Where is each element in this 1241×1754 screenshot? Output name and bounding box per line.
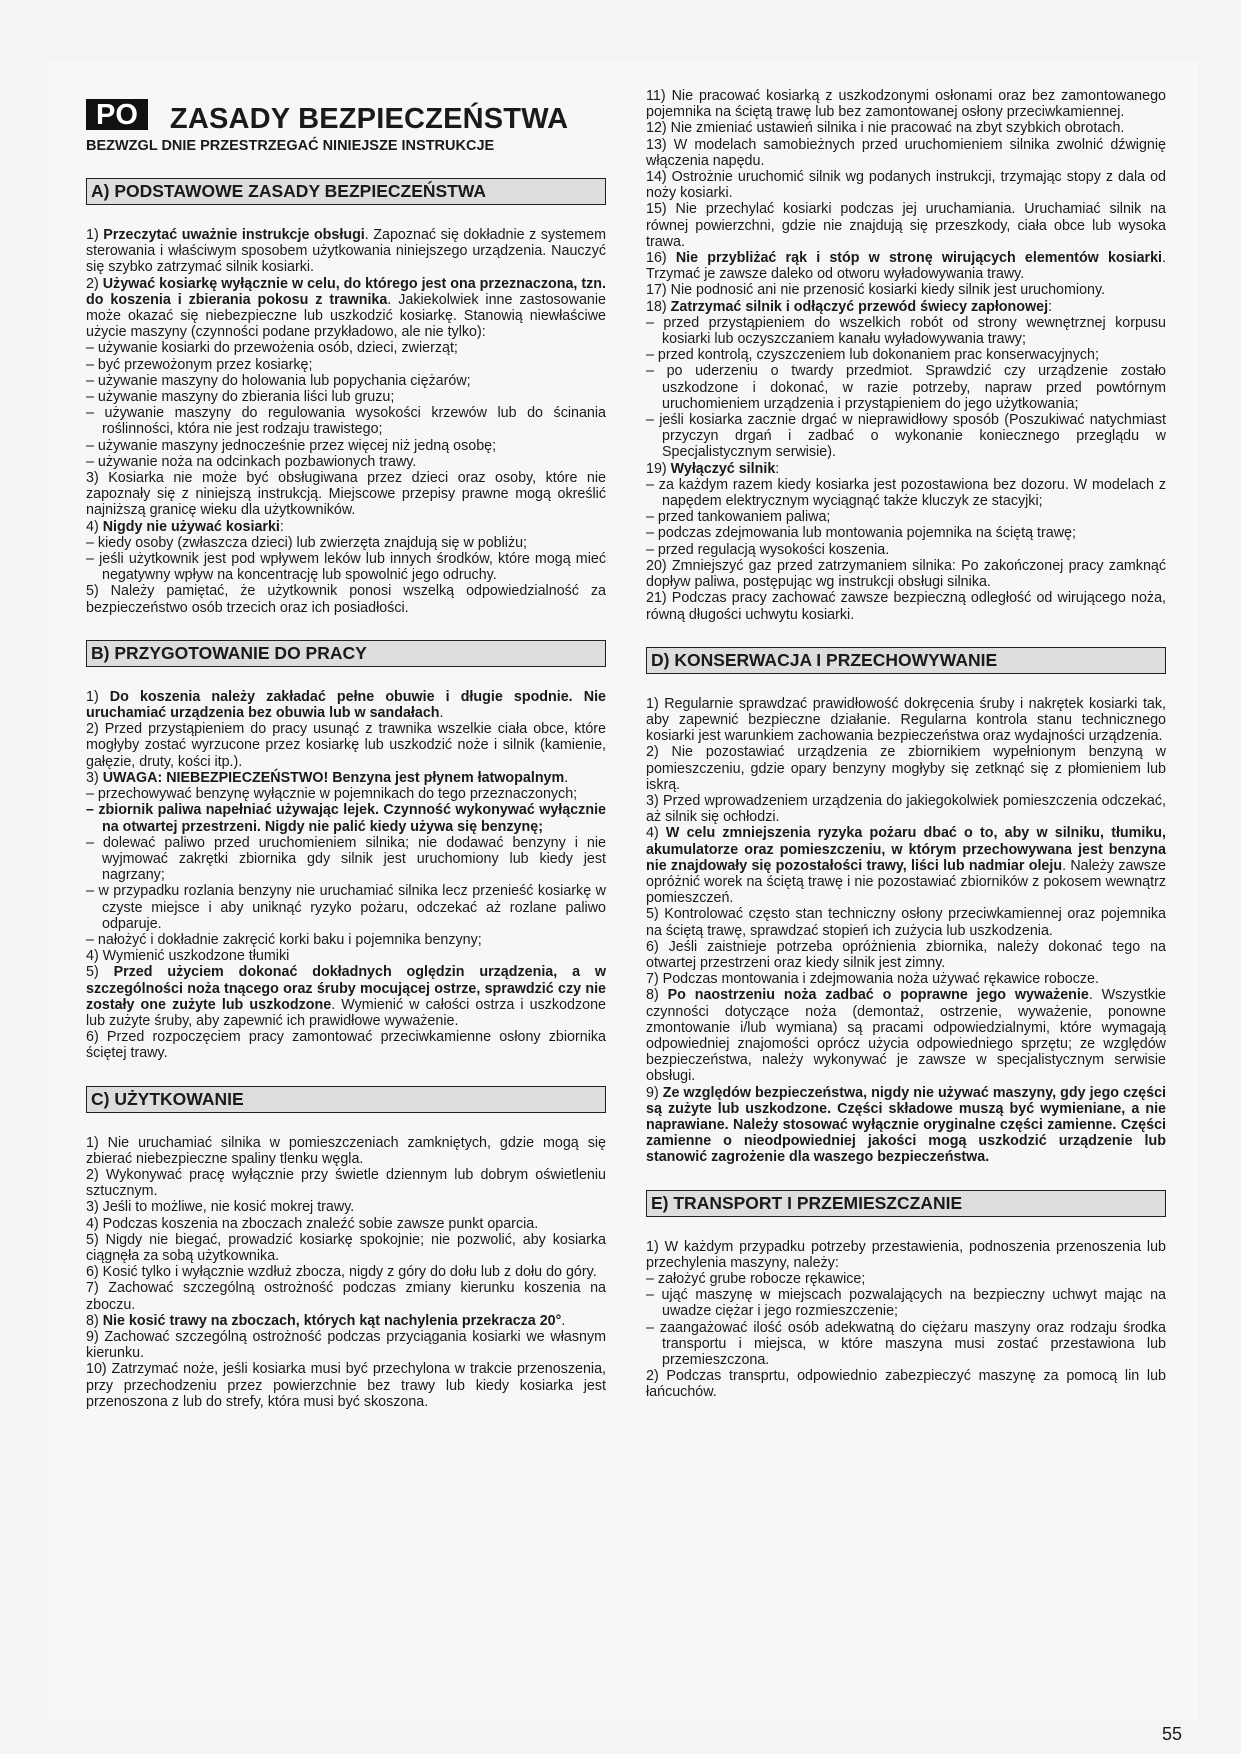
section-c-continued — [646, 88, 1166, 623]
section-c — [86, 1086, 606, 1410]
bold-text: Przed użyciem dokonać dokładnych oględzin urządzenia, a w szczególności noża tnącego oraz śruby mocującej ostrze, sprawdzić czy nie zostały one zużyte lub uszkodzone — [86, 964, 606, 1013]
paragraph — [86, 1280, 606, 1312]
list-item-text: – używanie maszyny do regulowania wysokości krzewów lub do ścinania roślinności, która nie jest rodzaju trawistego; — [86, 405, 606, 438]
paragraph — [646, 971, 1166, 987]
paragraph — [86, 1216, 606, 1232]
paragraph-text: 5) Nigdy nie biegać, prowadzić kosiarkę spokojnie; nie pozwolić, aby kosiarka ciągnęła za sobą użytkownika. — [86, 1231, 606, 1264]
list-item-text: – dolewać paliwo przed uruchomieniem silnika; nie dodawać benzyny i nie wyjmować zakrętki zbiornika gdy silnik jest uruchomiony lub kiedy jest nagrzany; — [86, 834, 606, 884]
list-item — [86, 438, 606, 454]
bold-text: Nie przybliżać rąk i stóp w stronę wirujących elementów kosiarki — [675, 250, 1163, 267]
paragraph — [646, 987, 1166, 1084]
paragraph-text: . Trzymać je zawsze daleko od otworu wyładowywania trawy. — [646, 250, 1166, 283]
paragraph-text: 11) Nie pracować kosiarką z uszkodzonymi osłonami oraz bez zamontowanego pojemnika na ściętą trawę lub bez zamontowanej osłony przeciwkamiennej. — [646, 88, 1166, 121]
paragraph — [86, 1167, 606, 1199]
bold-text: Ze względów bezpieczeństwa, nigdy nie używać maszyny, gdy jego części są zużyte lub uszkodzone. Części składowe muszą być wymieniane, a nie naprawiane. Należy stosować wyłącznie oryginalne części zamienne. Części zamienne o nieodpowiedniej jakości mogą uszkodzić urządzenie lub stanowić zagrożenie dla waszego bezpieczeństwa. — [646, 1084, 1166, 1166]
paragraph — [646, 461, 1166, 477]
paragraph — [86, 470, 606, 519]
paragraph-text: 9) Zachować szczególną ostrożność podczas przyciągania kosiarki we własnym kierunku. — [86, 1328, 606, 1362]
paragraph-text: 8) — [86, 1312, 103, 1329]
paragraph — [86, 227, 606, 276]
list-item-text: – używanie noża na odcinkach pozbawionych trawy. — [86, 453, 417, 470]
paragraph-text: 4) Podczas koszenia na zboczach znaleźć sobie zawsze punkt oparcia. — [86, 1215, 539, 1232]
paragraph — [86, 1232, 606, 1264]
paragraph — [86, 1135, 606, 1167]
paragraph-text: 2) Podczas transprtu, odpowiednio zabezpieczyć maszynę za pomocą lin lub łańcuchów. — [646, 1368, 1166, 1401]
list-item — [86, 551, 606, 583]
paragraph — [646, 299, 1166, 315]
section-d — [646, 647, 1166, 1166]
paragraph-text: 20) Zmniejszyć gaz przed zatrzymaniem silnika: Po zakończonej pracy zamknąć dopływ paliwa, postępując wg instrukcji obsługi silnika. — [646, 557, 1166, 591]
paragraph — [86, 948, 606, 964]
bold-text: Nigdy nie używać kosiarki — [102, 518, 280, 535]
list-item-text: – używanie kosiarki do przewożenia osób, dzieci, zwierząt; — [86, 340, 458, 357]
paragraph — [86, 583, 606, 615]
list-item-text: – przechowywać benzynę wyłącznie w pojemnikach do tego przeznaczonych; — [86, 786, 578, 803]
header — [86, 92, 606, 136]
paragraph — [86, 1313, 606, 1329]
language-badge: PO — [86, 99, 148, 130]
list-item — [86, 405, 606, 437]
section-b-title: B) PRZYGOTOWANIE DO PRACY — [86, 640, 606, 667]
paragraph — [646, 169, 1166, 201]
section-e-title: E) TRANSPORT I PRZEMIESZCZANIE — [646, 1190, 1166, 1217]
document-page — [48, 60, 1198, 1744]
bold-text: Nie kosić trawy na zboczach, których kąt nachylenia przekracza 20° — [102, 1312, 562, 1329]
list-item — [646, 363, 1166, 412]
section-e — [646, 1190, 1166, 1401]
section-e-body — [646, 1239, 1166, 1401]
paragraph-text: 2) Wykonywać pracę wyłącznie przy świetle dziennym lub dobrym oświetleniu sztucznym. — [86, 1166, 606, 1200]
paragraph-text: 9) — [646, 1084, 663, 1101]
list-item — [86, 373, 606, 389]
paragraph-text: 1) Regularnie sprawdzać prawidłowość dokręcenia śruby i nakrętek kosiarki tak, aby zapewnić bezpieczne działanie. Regularna kontrola stanu technicznego kosiarki jest warunkiem zachowania bezpieczeństwa oraz wydajności urządzenia. — [646, 695, 1166, 745]
paragraph — [646, 939, 1166, 971]
list-item-text: – za każdym razem kiedy kosiarka jest pozostawiona bez dozoru. W modelach z napędem elektrycznym wyciągnąć także kluczyk ze stacyjki; — [646, 476, 1166, 510]
section-c-body-continued — [646, 88, 1166, 623]
paragraph — [646, 825, 1166, 906]
list-item — [86, 802, 606, 834]
list-item-text: – założyć grube robocze rękawice; — [646, 1271, 866, 1287]
paragraph-text: 19) — [646, 460, 671, 477]
section-d-title: D) KONSERWACJA I PRZECHOWYWANIE — [646, 647, 1166, 674]
list-item-text: – jeśli użytkownik jest pod wpływem leków lub innych środków, które mogą mieć negatywny wpływ na koncentrację lub spowolnić jego odruchy. — [86, 551, 606, 584]
list-item — [646, 347, 1166, 363]
list-item-text: – przed kontrolą, czyszczeniem lub dokonaniem prac konserwacyjnych; — [646, 347, 1099, 364]
paragraph-text: 3) Przed wprowadzeniem urządzenia do jakiegokolwiek pomieszczenia odczekać, aż silnik się ochłodzi. — [646, 792, 1166, 826]
list-item — [646, 1320, 1166, 1369]
paragraph-text: . Wymienić w całości ostrza i uszkodzone lub zużyte śruby, aby zapewnić ich prawidłowe wyważenie. — [86, 996, 606, 1029]
paragraph-text: . Należy zawsze opróżnić worek na ściętą trawę i nie pozostawiać zbiorników z pokosem wewnątrz pomieszczeń. — [646, 857, 1166, 907]
list-item-text: – przed tankowaniem paliwa; — [646, 509, 831, 526]
paragraph-text: 1) Nie uruchamiać silnika w pomieszczeniach zamkniętych, gdzie mogą się zbierać niebezpieczne spaliny tlenku węgla. — [86, 1134, 606, 1167]
paragraph-text: . — [439, 705, 444, 722]
paragraph-text: 6) Jeśli zaistnieje potrzeba opróżnienia zbiornika, należy dokonać tego na otwartej przestrzeni oraz kiedy silnik jest zimny. — [646, 938, 1166, 971]
paragraph-text: 4) — [646, 825, 666, 842]
list-item-text: – kiedy osoby (zwłaszcza dzieci) lub zwierzęta znajdują się w pobliżu; — [86, 534, 528, 551]
paragraph-text: 3) Kosiarka nie może być obsługiwana przez dzieci oraz osoby, które nie zapoznały się z niniejszą instrukcją. Miejscowe przepisy prawne mogą określić najniższą granicę wieku dla użytkowników. — [86, 470, 606, 519]
list-item-text: – jeśli kosiarka zacznie drgać w nieprawidłowy sposób (Poszukiwać natychmiast przyczyn drgań i zadbać o wykonanie koniecznego przeglądu w Specjalistycznym serwisie). — [646, 412, 1166, 461]
paragraph — [86, 1199, 606, 1215]
paragraph-text: . Jakiekolwiek inne zastosowanie może okazać się niebezpieczne lub uszkodzić kosiarkę. Stanowią niewłaściwe użycie maszyny (czynności podane przykładowo, ale nie tylko): — [86, 291, 606, 341]
paragraph-text: 1) — [86, 227, 104, 243]
section-c-body — [86, 1135, 606, 1410]
section-d-body — [646, 696, 1166, 1166]
list-item-text: – ująć maszynę w miejscach pozwalających na bezpieczny uchwyt mając na uwadze ciężar i jego rozmieszczenie; — [646, 1287, 1166, 1320]
paragraph-text: : — [775, 460, 780, 477]
paragraph-text: : — [1048, 298, 1053, 315]
paragraph-text: 4) — [86, 518, 103, 535]
bold-text: UWAGA: NIEBEZPIECZEŃSTWO! Benzyna jest płynem łatwopalnym — [102, 769, 565, 786]
paragraph — [86, 519, 606, 535]
paragraph — [646, 558, 1166, 590]
list-item-text: – używanie maszyny do holowania lub popychania ciężarów; — [86, 372, 471, 389]
paragraph-text: 15) Nie przechylać kosiarki podczas jej uruchamiania. Uruchamiać silnik na równej powierzchni, gdzie nie znajdują się przeszkody, ciała obce lub wysoka trawa. — [646, 201, 1166, 250]
paragraph-text: 6) Kosić tylko i wyłącznie wzdłuż zbocza, nigdy z góry do dołu lub z dołu do góry. — [86, 1264, 597, 1281]
paragraph — [646, 590, 1166, 622]
section-c-title: C) UŻYTKOWANIE — [86, 1086, 606, 1113]
section-a-body — [86, 227, 606, 616]
bold-text: Używać kosiarkę wyłącznie w celu, do którego jest ona przeznaczona, tzn. do koszenia i zbierania pokosu z trawnika — [86, 275, 606, 308]
paragraph-text: 5) Należy pamiętać, że użytkownik ponosi wszelką odpowiedzialność za bezpieczeństwo osób trzecich oraz ich posiadłości. — [86, 583, 606, 616]
paragraph-text: 3) — [86, 769, 103, 786]
paragraph-text: 8) — [646, 987, 668, 1004]
list-item — [86, 389, 606, 405]
section-b — [86, 640, 606, 1062]
paragraph — [646, 120, 1166, 136]
paragraph-text: 4) Wymienić uszkodzone tłumiki — [86, 948, 290, 965]
bold-text: W celu zmniejszenia ryzyka pożaru dbać o to, aby w silniku, tłumiku, akumulatorze oraz pomieszczeniu, w którym przechowywana jest benzyna nie znajdowały się pozostałości trawy, liści lub nadmiar oleju — [646, 825, 1167, 874]
paragraph-text: : — [279, 518, 284, 535]
left-column — [86, 92, 606, 1434]
paragraph-text: 16) — [646, 250, 676, 267]
list-item — [646, 525, 1166, 541]
section-a — [86, 178, 606, 616]
list-item-text: – w przypadku rozlania benzyny nie uruchamiać silnika lecz przenieść kosiarkę w czyste miejsce i aby uniknąć ryzyko pożaru, odczekać aż rozlane paliwo odparuje. — [86, 883, 606, 932]
paragraph — [86, 964, 606, 1029]
paragraph-text: . — [564, 769, 569, 786]
paragraph-text: 12) Nie zmieniać ustawień silnika i nie pracować na zbyt szybkich obrotach. — [646, 120, 1125, 137]
list-item-text: – podczas zdejmowania lub montowania pojemnika na ściętą trawę; — [646, 525, 1076, 542]
list-item — [646, 1271, 1166, 1287]
paragraph-text: 13) W modelach samobieżnych przed uruchomieniem silnika zwolnić dźwignię włączenia napędu. — [646, 136, 1166, 169]
page-subtitle: BEZWZGL DNIE PRZESTRZEGAĆ NINIEJSZE INSTRUKCJE — [86, 138, 495, 154]
paragraph — [646, 906, 1166, 938]
bold-text: Do koszenia należy zakładać pełne obuwie i długie spodnie. Nie uruchamiać urządzenia bez obuwia lub w sandałach — [86, 688, 606, 722]
list-item — [86, 932, 606, 948]
paragraph-text: 10) Zatrzymać noże, jeśli kosiarka musi być przechylona w trakcie przenoszenia, przy przechodzeniu przez powierzchnie bez trawy lub kiedy kosiarka jest przenoszona z lub do strefy, która musi być skoszona. — [86, 1361, 606, 1410]
paragraph-text: 17) Nie podnosić ani nie przenosić kosiarki kiedy silnik jest uruchomiony. — [646, 282, 1106, 299]
list-item — [86, 454, 606, 470]
paragraph — [646, 88, 1166, 120]
paragraph-text: . Wszystkie czynności dotyczące noża (demontaż, ostrzenie, wyważenie, ponowne zmontowanie i/lub wymiana) są pracami odpowiedzialnymi, które wymagają odpowiedniej znajomości oprócz użycia odpowiedniego sprzętu; ze względów bezpieczeństwa, należy wykonywać je zawsze w specjalistycznym serwisie obsługi. — [646, 987, 1166, 1085]
list-item — [86, 786, 606, 802]
paragraph-text: 7) Zachować szczególną ostrożność podczas zmiany kierunku koszenia na zboczu. — [86, 1280, 606, 1313]
paragraph-text: 5) Kontrolować często stan techniczny osłony przeciwkamiennej oraz pojemnika na ściętą trawę, sprawdzać stopień ich zużycia lub uszkodzenia. — [646, 906, 1166, 939]
bold-text: Po naostrzeniu noża zadbać o poprawne jego wyważenie — [667, 987, 1089, 1004]
paragraph-text: 2) — [86, 275, 103, 292]
paragraph — [646, 744, 1166, 793]
paragraph — [646, 282, 1166, 298]
paragraph — [646, 250, 1166, 282]
paragraph — [646, 201, 1166, 250]
paragraph-text: . Zapoznać się dokładnie z systemem sterowania i właściwym sposobem użytkowania niniejszego urządzenia. Nauczyć się szybko zatrzymać silnik kosiarki. — [86, 227, 607, 276]
list-item-text: – być przewożonym przez kosiarkę; — [86, 356, 313, 373]
paragraph-text: . — [561, 1312, 566, 1329]
paragraph — [646, 1239, 1166, 1271]
list-item — [646, 542, 1166, 558]
list-item-text: – nałożyć i dokładnie zakręcić korki baku i pojemnika benzyny; — [86, 931, 482, 948]
list-item — [646, 412, 1166, 461]
paragraph — [86, 1329, 606, 1361]
paragraph-text: 7) Podczas montowania i zdejmowania noża używać rękawice robocze. — [646, 971, 1099, 988]
paragraph-text: 1) W każdym przypadku potrzeby przestawienia, podnoszenia przenoszenia lub przechylenia maszyny, należy: — [646, 1238, 1166, 1271]
bold-text: Wyłączyć silnik — [670, 460, 776, 477]
paragraph — [86, 1361, 606, 1410]
list-item-text: – po uderzeniu o twardy przedmiot. Sprawdzić czy urządzenie zostało uszkodzone i dokonać, w razie potrzeby, napraw przed powtórnym uruchomieniem urządzenia i przystąpieniem do jego użytkowania; — [646, 363, 1166, 412]
page-number: 55 — [1162, 1724, 1183, 1744]
paragraph-text: 3) Jeśli to możliwe, nie kosić mokrej trawy. — [86, 1199, 355, 1216]
section-b-body — [86, 689, 606, 1062]
paragraph — [646, 696, 1166, 745]
paragraph — [86, 1264, 606, 1280]
paragraph — [86, 276, 606, 341]
list-item — [646, 509, 1166, 525]
bold-text: Zatrzymać silnik i odłączyć przewód świecy zapłonowej — [670, 298, 1049, 315]
list-item — [86, 340, 606, 356]
list-item-text: – zaangażować ilość osób adekwatną do ciężaru maszyny oraz rodzaju środka transportu i miejsca, w które maszyna musi zostać przestawiona lub przemieszczona. — [646, 1319, 1166, 1369]
paragraph-text: 5) — [86, 964, 114, 981]
paragraph — [646, 793, 1166, 825]
paragraph — [86, 721, 606, 770]
paragraph — [86, 770, 606, 786]
paragraph — [646, 137, 1166, 169]
paragraph — [86, 689, 606, 721]
page-title: ZASADY BEZPIECZEŃSTWA — [169, 103, 569, 135]
right-column — [646, 88, 1166, 1425]
list-item — [86, 883, 606, 932]
paragraph-text: 14) Ostrożnie uruchomić silnik wg podanych instrukcji, trzymając stopy z dala od noży kosiarki. — [646, 169, 1166, 202]
list-item-text: – zbiornik paliwa napełniać używając lejek. Czynność wykonywać wyłącznie na otwartej przestrzeni. Nigdy nie palić kiedy używa się benzynę; — [86, 802, 606, 835]
list-item — [86, 535, 606, 551]
list-item — [646, 315, 1166, 347]
list-item-text: – przed przystąpieniem do wszelkich robót od strony wewnętrznej korpusu kosiarki lub oczyszczaniem kanału wyładowywania trawy; — [646, 314, 1166, 348]
paragraph-text: 2) Przed przystąpieniem do pracy usunąć z trawnika wszelkie ciała obce, które mogłyby zostać wyrzucone przez kosiarkę lub uszkodzić noże i silnik (kamienie, gałęzie, druty, kości itp.). — [86, 721, 606, 770]
list-item — [646, 1287, 1166, 1319]
list-item-text: – przed regulacją wysokości koszenia. — [646, 541, 890, 558]
list-item-text: – używanie maszyny do zbierania liści lub gruzu; — [86, 389, 395, 406]
paragraph-text: 18) — [646, 298, 671, 315]
section-a-title: A) PODSTAWOWE ZASADY BEZPIECZEŃSTWA — [86, 178, 606, 205]
paragraph — [646, 1085, 1166, 1166]
paragraph-text: 6) Przed rozpoczęciem pracy zamontować przeciwkamienne osłony zbiornika ściętej trawy. — [86, 1029, 606, 1062]
list-item — [646, 477, 1166, 509]
paragraph-text: 21) Podczas pracy zachować zawsze bezpieczną odległość od wirującego noża, równą długości uchwytu kosiarki. — [646, 590, 1166, 623]
list-item — [86, 835, 606, 884]
paragraph-text: 1) — [86, 688, 110, 705]
list-item — [86, 357, 606, 373]
paragraph-text: 2) Nie pozostawiać urządzenia ze zbiornikiem wypełnionym benzyną w pomieszczeniu, gdzie opary benzyny mogłyby się zetknąć się z płomieniem lub iskrą. — [646, 744, 1166, 793]
list-item-text: – używanie maszyny jednocześnie przez więcej niż jedną osobę; — [86, 437, 497, 454]
paragraph — [646, 1368, 1166, 1400]
bold-text: Przeczytać uważnie instrukcje obsługi — [103, 227, 365, 243]
paragraph — [86, 1029, 606, 1061]
